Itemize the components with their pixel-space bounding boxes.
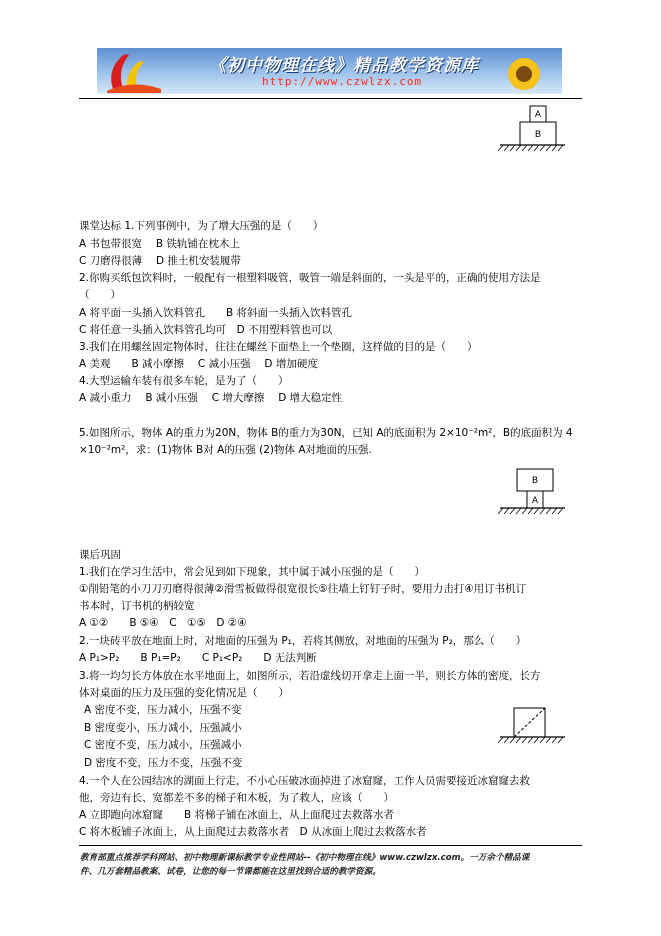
ground-hatch-line: [528, 737, 533, 743]
ground-hatch-line: [552, 145, 557, 151]
question-line: 2.一块砖平放在地面上时，对地面的压强为 P₁，若将其侧放，对地面的压强为 P₂，那么（ ）: [79, 635, 527, 647]
ground-hatch-line: [498, 508, 503, 514]
header-divider: [79, 98, 582, 99]
ground-hatch-line: [510, 737, 515, 743]
option-line: C 将任意一头插入饮料管孔均可 D 不用塑料管也可以: [79, 324, 333, 336]
footer-text: 件、几万套精品教案、试卷，让您的每一节课都能在这里找到合适的教学资源。: [80, 867, 381, 877]
question-line: 3.我们在用螺丝固定物体时，往往在螺丝下面垫上一个垫圈，这样做的目的是（ ）: [79, 341, 478, 353]
figure-2-label-bottom: A: [531, 496, 539, 506]
banner-url: http://www.czwlzx.com: [262, 75, 423, 88]
footer-divider: [79, 845, 582, 846]
ground-hatch-line: [498, 145, 503, 151]
question-line: 1.我们在学习生活中，常会见到如下现象，其中属于减小压强的是（ ）: [79, 566, 426, 578]
option-line: B 密度变小，压力减小，压强减小: [84, 722, 242, 734]
ground-hatch-line: [558, 737, 563, 743]
ground-hatch-line: [540, 737, 545, 743]
question-line: 体对桌面的压力及压强的变化情况是（ ）: [79, 687, 289, 699]
ground-hatch-line: [516, 737, 521, 743]
ground-hatch-line: [510, 145, 515, 151]
ground-hatch-line: [528, 508, 533, 514]
ground-hatch-line: [510, 508, 515, 514]
figure-1-blocks: [497, 104, 567, 156]
option-line: C 将木板铺子冰面上，从上面爬过去救落水者 D 从冰面上爬过去救落水者: [79, 826, 427, 838]
ground-hatch-line: [498, 737, 503, 743]
option-line: A 密度不变，压力减小，压强不变: [84, 704, 242, 716]
sunflower-icon: [502, 54, 546, 94]
question-line: 4.大型运输车装有很多车轮，是为了（ ）: [79, 375, 289, 387]
question-line: 2.你购买纸包饮料时，一般配有一根塑料吸管，吸管一端是斜面的，一头是平的，正确的使用方法是: [79, 272, 541, 284]
option-line: A 立即跑向冰窟窿 B 将梯子铺在冰面上，从上面爬过去救落水者: [79, 809, 395, 821]
option-line: A P₁>P₂ B P₁=P₂ C P₁<P₂ D 无法判断: [79, 652, 317, 664]
figure-2-label-top: B: [531, 476, 539, 486]
option-line: D 密度不变，压力不变，压强不变: [84, 757, 243, 769]
figure-1-label-top: A: [534, 110, 542, 120]
question-line: 3.将一均匀长方体放在水平地面上，如图所示，若沿虚线切开拿走上面一半，则长方体的密度，长方: [79, 670, 541, 682]
question-line: ①削铅笔的小刀刀刃磨得很薄②滑雪板做得很宽很长⑤往墙上钉钉子时，要用力击打④用订书机订: [79, 583, 527, 595]
ground-hatch-line: [546, 737, 551, 743]
ground-hatch-line: [528, 145, 533, 151]
footer-text: 教育部重点推荐学科网站、初中物理新课标教学专业性网站--《初中物理在线》www.czwlzx.com。一万余个精品课: [80, 853, 530, 863]
ground-hatch-line: [504, 508, 509, 514]
option-line: A 书包带很宽 B 铁轨铺在枕木上: [79, 238, 240, 250]
ground-hatch-line: [516, 508, 521, 514]
ground-hatch-line: [534, 145, 539, 151]
ground-hatch-line: [558, 145, 563, 151]
option-line: A 美观 B 减小摩擦 C 减小压强 D 增加硬度: [79, 358, 318, 370]
question-line: ×10⁻²m²，求：(1)物体 B对 A的压强 (2)物体 A对地面的压强.: [79, 444, 372, 456]
ground-hatch-line: [534, 508, 539, 514]
question-line: 4.一个人在公园结冰的湖面上行走，不小心压破冰面掉进了冰窟窿，工作人员需要接近冰窟窿去救: [79, 775, 531, 787]
question-line: 书本时，订书机的柄较宽: [79, 600, 195, 612]
ground-hatch-line: [558, 508, 563, 514]
option-line: A 减小重力 B 减小压强 C 增大摩擦 D 增大稳定性: [79, 392, 343, 404]
site-logo: [103, 49, 163, 93]
ground-hatch-line: [534, 737, 539, 743]
figure-3-cuboid: [497, 706, 567, 746]
ground-hatch-line: [504, 737, 509, 743]
ground-hatch-line: [516, 145, 521, 151]
banner-title: 《初中物理在线》精品教学资源库: [209, 56, 479, 76]
ground-hatch-line: [552, 737, 557, 743]
option-line: A ①② B ⑤④ C ①⑤ D ②④: [79, 617, 247, 629]
question-line: 课堂达标 1.下列事例中，为了增大压强的是（ ）: [79, 220, 324, 232]
figure-1-label-bottom: B: [534, 130, 542, 140]
ground-hatch-line: [540, 508, 545, 514]
ground-hatch-line: [546, 508, 551, 514]
question-line: 5.如图所示，物体 A的重力为20N，物体 B的重力为30N，已知 A的底面积为 2×10⁻²m²，B的底面积为 4: [79, 427, 573, 439]
option-line: C 密度不变，压力减小，压强减小: [84, 739, 242, 751]
ground-hatch-line: [522, 145, 527, 151]
ground-hatch-line: [504, 145, 509, 151]
option-line: C 刀磨得很薄 D 推土机安装履带: [79, 255, 241, 267]
question-line: （ ）: [79, 289, 121, 301]
question-line: 他，旁边有长、宽都差不多的梯子和木板，为了救人，应该（ ）: [79, 792, 394, 804]
ground-hatch-line: [540, 145, 545, 151]
figure-2-blocks: [497, 467, 567, 519]
ground-hatch-line: [546, 145, 551, 151]
ground-hatch-line: [552, 508, 557, 514]
header-banner: [97, 48, 562, 94]
option-line: A 将平面一头插入饮料管孔 B 将斜面一头插入饮料管孔: [79, 307, 353, 319]
section-heading: 课后巩固: [79, 549, 121, 561]
ground-hatch-line: [522, 737, 527, 743]
ground-hatch-line: [522, 508, 527, 514]
